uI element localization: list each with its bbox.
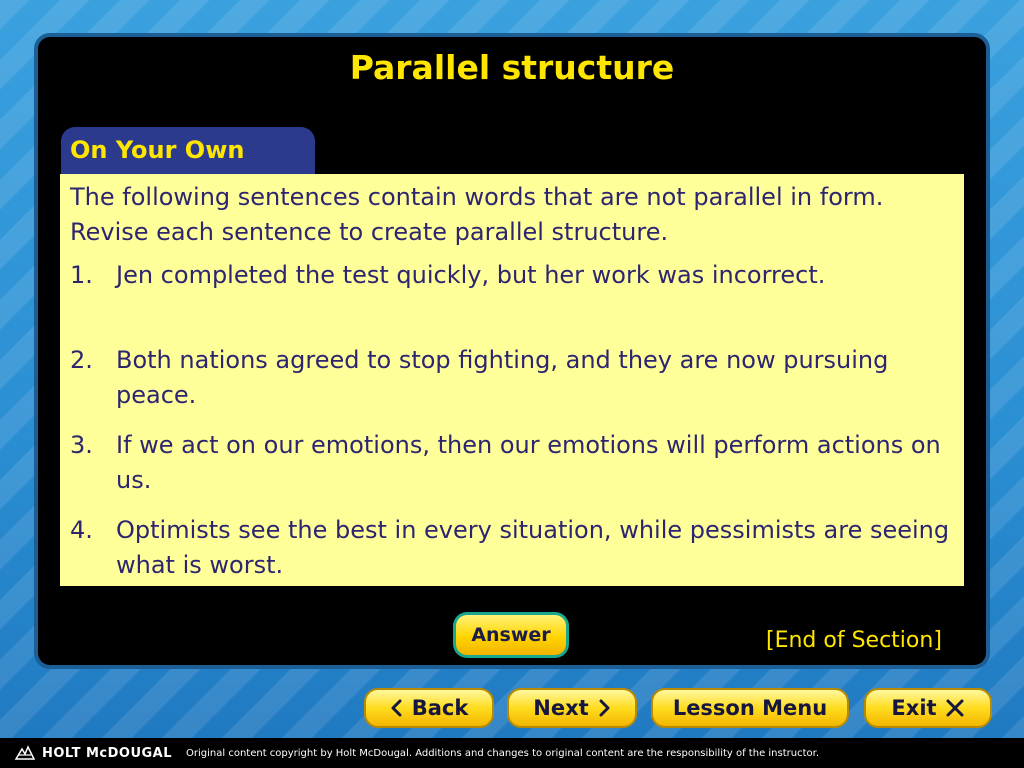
lesson-menu-button[interactable] xyxy=(651,688,849,728)
answer-button-label: Answer xyxy=(456,615,566,655)
tab-label: On Your Own xyxy=(70,136,245,164)
next-button-label: Next xyxy=(533,696,589,720)
lesson-menu-label: Lesson Menu xyxy=(672,696,828,720)
exit-button-label: Exit xyxy=(891,696,937,720)
list-item xyxy=(70,343,958,413)
item-text: Jen completed the test quickly, but her work was incorrect. xyxy=(116,261,826,289)
slide-title: Parallel structure xyxy=(349,48,675,87)
next-button[interactable] xyxy=(507,688,637,728)
answer-button[interactable] xyxy=(453,612,569,658)
brand-name: HOLT McDOUGAL xyxy=(42,745,173,761)
item-number: 1. xyxy=(70,261,93,289)
item-number: 4. xyxy=(70,516,93,544)
footer-bar xyxy=(0,738,1024,768)
exit-button[interactable] xyxy=(864,688,992,728)
end-of-section-label: [End of Section] xyxy=(766,628,942,653)
chevron-right-icon xyxy=(597,699,611,717)
list-item xyxy=(70,258,958,293)
item-text: If we act on our emotions, then our emotions will perform actions on us. xyxy=(116,431,941,494)
back-button-label: Back xyxy=(411,696,469,720)
instructions-text: The following sentences contain words that are not parallel in form. Revise each sentence to create parallel structure. xyxy=(70,183,884,246)
item-text: Both nations agreed to stop fighting, and they are now pursuing peace. xyxy=(116,346,889,409)
close-icon xyxy=(945,698,965,718)
list-item xyxy=(70,428,958,498)
list-item xyxy=(70,513,958,583)
item-text: Optimists see the best in every situation, while pessimists are seeing what is worst. xyxy=(116,516,950,579)
holt-brand xyxy=(14,745,172,761)
chevron-left-icon xyxy=(390,699,404,717)
holt-logo-icon xyxy=(14,745,36,761)
copyright-text: Original content copyright by Holt McDougal. Additions and changes to original content are the responsibility of the instructor. xyxy=(186,747,820,759)
item-number: 3. xyxy=(70,431,93,459)
item-number: 2. xyxy=(70,346,93,374)
back-button[interactable] xyxy=(364,688,494,728)
